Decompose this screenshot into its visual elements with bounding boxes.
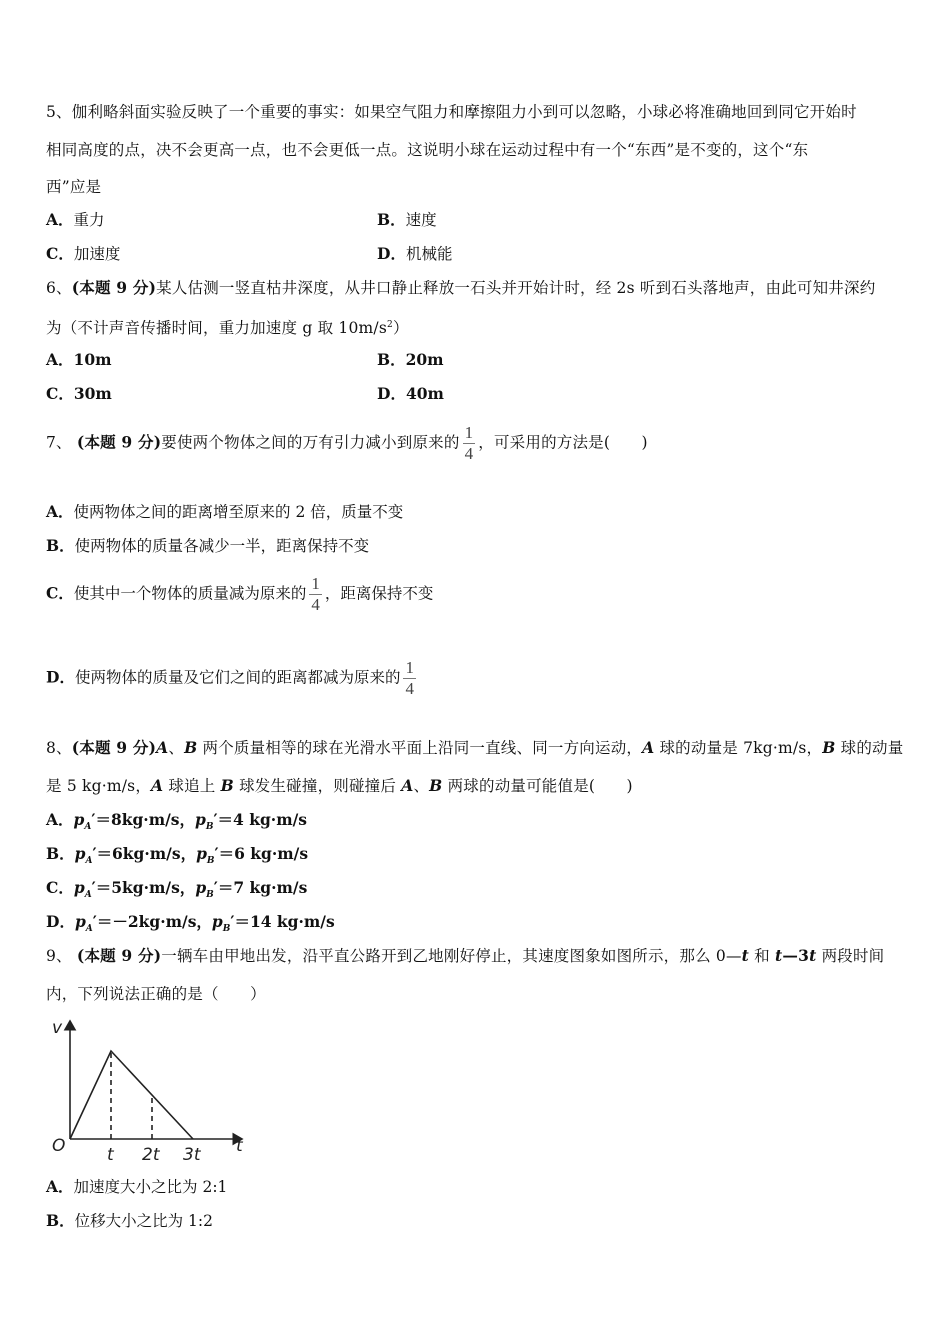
- q6-stem-line-2: 为（不计声音传播时间，重力加速度 g 取 $10m/s^2$）: [46, 319, 409, 338]
- q9-option-a[interactable]: A．加速度大小之比为 2:1: [46, 1177, 228, 1196]
- q5-stem-line-2: 相同高度的点，决不会更高一点，也不会更低一点。这说明小球在运动过程中有一个“东西”是不变的，这个“东: [46, 141, 809, 159]
- q5-stem-line-3: 西”应是: [46, 178, 102, 196]
- q6-stem-line-1: 6、(本题 9 分)某人估测一竖直枯井深度，从井口静止释放一石头并开始计时，经 2s 听到石头落地声，由此可知井深约: [46, 278, 876, 297]
- q8-option-b[interactable]: B．$p_A'=6kg\cdot m/s$，$p_B'=6$ kg·m/s: [46, 844, 309, 867]
- vt-series-line: [70, 1051, 193, 1139]
- x-tick-label: 3t: [183, 1145, 201, 1165]
- q6-option-d[interactable]: D．40m: [377, 384, 444, 403]
- q7-score: (本题 9 分): [76, 432, 162, 452]
- q7-option-b[interactable]: B．使两物体的质量各减少一半，距离保持不变: [46, 536, 370, 555]
- q8-option-c[interactable]: C．$p_A'=5kg\cdot m/s$，$p_B'=7$ kg·m/s: [46, 878, 308, 901]
- q9-score: (本题 9 分): [76, 946, 162, 965]
- q7-option-c[interactable]: C．使其中一个物体的质量减为原来的 $\frac{1}{4}$ ，距离保持不变: [46, 574, 434, 614]
- y-axis-label: v: [52, 1018, 63, 1038]
- q6-option-a[interactable]: A．10m: [46, 350, 112, 369]
- fraction-one-quarter: $\frac{1}{4}$: [405, 658, 414, 698]
- q5-option-c[interactable]: C．加速度: [46, 244, 121, 263]
- q7-option-d[interactable]: D．使两物体的质量及它们之间的距离都减为原来的 $\frac{1}{4}$: [46, 658, 414, 698]
- origin-label: O: [52, 1136, 66, 1156]
- x-tick-label: 2t: [142, 1145, 160, 1165]
- q6-score: (本题 9 分): [71, 278, 157, 297]
- q7-stem: 7、 (本题 9 分)要使两个物体之间的万有引力减小到原来的 $\frac{1}{4}$ ，可采用的方法是( ): [46, 423, 648, 463]
- q5-option-d[interactable]: D．机械能: [377, 244, 453, 263]
- q6-option-c[interactable]: C．30m: [46, 384, 112, 403]
- q5-option-a[interactable]: A．重力: [46, 210, 105, 229]
- q9-option-b[interactable]: B．位移大小之比为 1:2: [46, 1211, 213, 1230]
- fraction-one-quarter: $\frac{1}{4}$: [311, 574, 320, 614]
- q5-stem-line-1: 5、伽利略斜面实验反映了一个重要的事实：如果空气阻力和摩擦阻力小到可以忽略，小球必将准确地回到同它开始时: [46, 103, 857, 121]
- fraction-one-quarter: $\frac{1}{4}$: [464, 423, 474, 463]
- q8-option-a[interactable]: A．$p_A'=8kg\cdot m/s$，$p_B'=4$ kg·m/s: [46, 810, 307, 833]
- q8-stem-line-1: 8、(本题 9 分)A、B 两个质量相等的球在光滑水平面上沿同一直线、同一方向运动，A 球的动量是 7kg·m/s，B 球的动量: [46, 738, 904, 757]
- q7-option-a[interactable]: A．使两物体之间的距离增至原来的 2 倍，质量不变: [46, 502, 404, 521]
- q8-score: (本题 9 分): [71, 738, 157, 757]
- x-axis-label: t: [236, 1136, 243, 1156]
- x-tick-label: t: [107, 1145, 114, 1165]
- q9-stem-line-2: 内，下列说法正确的是（ ）: [46, 985, 266, 1003]
- q6-option-b[interactable]: B．20m: [377, 350, 444, 369]
- q8-stem-line-2: 是 5 kg·m/s，A 球追上 B 球发生碰撞，则碰撞后 A、B 两球的动量可能值是( ): [46, 776, 633, 795]
- q5-option-b[interactable]: B．速度: [377, 210, 437, 229]
- velocity-time-graph: [46, 1015, 256, 1165]
- q9-stem-line-1: 9、 (本题 9 分)一辆车由甲地出发，沿平直公路开到乙地刚好停止，其速度图象如图所示，那么 0—t 和 t—3t 两段时间: [46, 946, 885, 965]
- q8-option-d[interactable]: D．$p_A'=-2kg\cdot m/s$，$p_B'=14$ kg·m/s: [46, 912, 335, 935]
